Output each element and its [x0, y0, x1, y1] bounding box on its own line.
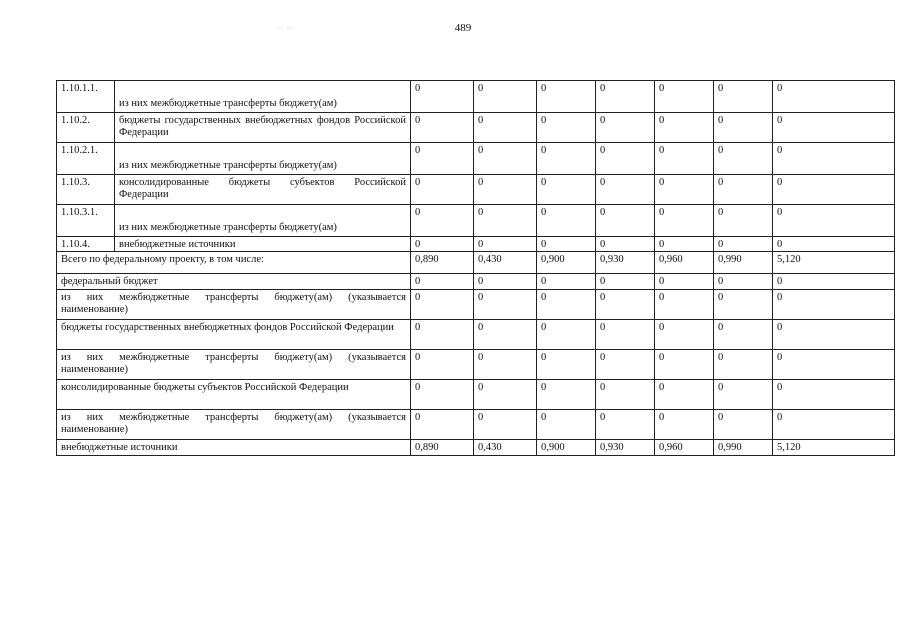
- value-cell: 0: [655, 237, 714, 252]
- value-cell: 0: [411, 81, 474, 113]
- value-cell: 0,430: [474, 440, 537, 456]
- value-cell: 0: [474, 237, 537, 252]
- table-row: [57, 350, 895, 380]
- table-row: [57, 380, 895, 410]
- value-cell: 0: [537, 380, 596, 410]
- value-cell: 0: [474, 274, 537, 290]
- value-cell: 0: [714, 175, 773, 205]
- value-cell: 0: [537, 237, 596, 252]
- value-cell: 0: [655, 113, 714, 143]
- row-name: внебюджетные источники: [57, 440, 411, 456]
- value-cell: 0,930: [596, 440, 655, 456]
- value-cell: 0: [773, 205, 895, 237]
- value-cell: 5,120: [773, 252, 895, 274]
- value-cell: 0: [474, 81, 537, 113]
- table-row: [57, 252, 895, 274]
- value-cell: 0: [714, 290, 773, 320]
- row-code: 1.10.4.: [57, 237, 115, 252]
- value-cell: 0: [714, 237, 773, 252]
- value-cell: 0: [537, 274, 596, 290]
- value-cell: 0: [773, 290, 895, 320]
- page-number: 489: [454, 22, 472, 34]
- value-cell: 0: [714, 205, 773, 237]
- table-row: [57, 81, 895, 113]
- row-code: 1.10.2.1.: [57, 143, 115, 175]
- value-cell: 0: [773, 380, 895, 410]
- row-name: из них межбюджетные трансферты бюджету(ам) (указывается наименование): [57, 290, 411, 320]
- value-cell: 0: [411, 274, 474, 290]
- table-row: [57, 410, 895, 440]
- row-name: из них межбюджетные трансферты бюджету(ам): [115, 143, 411, 175]
- value-cell: 0: [655, 81, 714, 113]
- value-cell: 0: [655, 380, 714, 410]
- scan-mark: ·: ·:·: [278, 26, 295, 32]
- value-cell: 0: [714, 113, 773, 143]
- table-row: [57, 440, 895, 456]
- table-row: [57, 113, 895, 143]
- value-cell: 0: [596, 81, 655, 113]
- value-cell: 0: [537, 143, 596, 175]
- value-cell: 0,930: [596, 252, 655, 274]
- table-row: [57, 175, 895, 205]
- row-code: 1.10.1.1.: [57, 81, 115, 113]
- row-name: внебюджетные источники: [115, 237, 411, 252]
- row-code: 1.10.3.: [57, 175, 115, 205]
- table-row: [57, 320, 895, 350]
- value-cell: 0: [596, 237, 655, 252]
- value-cell: 0: [714, 81, 773, 113]
- value-cell: 0: [411, 143, 474, 175]
- row-name: из них межбюджетные трансферты бюджету(ам) (указывается наименование): [57, 350, 411, 380]
- value-cell: 0: [655, 410, 714, 440]
- value-cell: 0: [474, 143, 537, 175]
- table-row: [57, 274, 895, 290]
- row-name: Всего по федеральному проекту, в том числе:: [57, 252, 411, 274]
- value-cell: 0,960: [655, 440, 714, 456]
- value-cell: 5,120: [773, 440, 895, 456]
- value-cell: 0: [596, 410, 655, 440]
- value-cell: 0: [596, 205, 655, 237]
- value-cell: 0,960: [655, 252, 714, 274]
- value-cell: 0: [537, 290, 596, 320]
- value-cell: 0: [474, 320, 537, 350]
- value-cell: 0: [714, 410, 773, 440]
- row-name: из них межбюджетные трансферты бюджету(ам): [115, 81, 411, 113]
- value-cell: 0,990: [714, 252, 773, 274]
- value-cell: 0: [537, 175, 596, 205]
- value-cell: 0: [474, 380, 537, 410]
- value-cell: 0: [773, 350, 895, 380]
- value-cell: 0: [596, 380, 655, 410]
- value-cell: 0,890: [411, 440, 474, 456]
- value-cell: 0: [411, 175, 474, 205]
- value-cell: 0: [411, 290, 474, 320]
- value-cell: 0: [773, 143, 895, 175]
- row-code: 1.10.2.: [57, 113, 115, 143]
- value-cell: 0,900: [537, 252, 596, 274]
- value-cell: 0: [411, 380, 474, 410]
- value-cell: 0: [655, 320, 714, 350]
- value-cell: 0: [655, 205, 714, 237]
- table-row: [57, 205, 895, 237]
- value-cell: 0,890: [411, 252, 474, 274]
- value-cell: 0: [411, 113, 474, 143]
- value-cell: 0: [537, 113, 596, 143]
- value-cell: 0: [411, 205, 474, 237]
- value-cell: 0: [474, 175, 537, 205]
- value-cell: 0: [773, 410, 895, 440]
- value-cell: 0: [411, 410, 474, 440]
- value-cell: 0: [411, 237, 474, 252]
- value-cell: 0: [773, 237, 895, 252]
- value-cell: 0: [596, 350, 655, 380]
- value-cell: 0: [596, 143, 655, 175]
- table-row: [57, 237, 895, 252]
- value-cell: 0: [714, 350, 773, 380]
- row-name: федеральный бюджет: [57, 274, 411, 290]
- value-cell: 0: [655, 274, 714, 290]
- value-cell: 0: [714, 320, 773, 350]
- value-cell: 0: [596, 320, 655, 350]
- value-cell: 0: [474, 350, 537, 380]
- value-cell: 0: [655, 350, 714, 380]
- row-name: из них межбюджетные трансферты бюджету(ам) (указывается наименование): [57, 410, 411, 440]
- row-name: консолидированные бюджеты субъектов Российской Федерации: [115, 175, 411, 205]
- value-cell: 0: [537, 81, 596, 113]
- value-cell: 0: [596, 274, 655, 290]
- value-cell: 0,900: [537, 440, 596, 456]
- row-code: 1.10.3.1.: [57, 205, 115, 237]
- budget-table: [56, 80, 895, 456]
- value-cell: 0: [714, 274, 773, 290]
- value-cell: 0: [773, 320, 895, 350]
- row-name: консолидированные бюджеты субъектов Российской Федерации: [57, 380, 411, 410]
- value-cell: 0: [714, 143, 773, 175]
- value-cell: 0: [655, 175, 714, 205]
- value-cell: 0: [537, 205, 596, 237]
- value-cell: 0: [773, 274, 895, 290]
- table-row: [57, 143, 895, 175]
- value-cell: 0: [411, 320, 474, 350]
- value-cell: 0,430: [474, 252, 537, 274]
- value-cell: 0: [474, 410, 537, 440]
- value-cell: 0: [773, 175, 895, 205]
- value-cell: 0: [537, 350, 596, 380]
- value-cell: 0: [474, 205, 537, 237]
- value-cell: 0: [773, 81, 895, 113]
- row-name: из них межбюджетные трансферты бюджету(ам): [115, 205, 411, 237]
- value-cell: 0: [537, 320, 596, 350]
- value-cell: 0: [714, 380, 773, 410]
- value-cell: 0: [655, 143, 714, 175]
- row-name: бюджеты государственных внебюджетных фондов Российской Федерации: [115, 113, 411, 143]
- value-cell: 0: [655, 290, 714, 320]
- value-cell: 0: [596, 290, 655, 320]
- value-cell: 0: [596, 113, 655, 143]
- value-cell: 0: [411, 350, 474, 380]
- table-row: [57, 290, 895, 320]
- value-cell: 0: [596, 175, 655, 205]
- row-name: бюджеты государственных внебюджетных фондов Российской Федерации: [57, 320, 411, 350]
- value-cell: 0: [773, 113, 895, 143]
- value-cell: 0: [537, 410, 596, 440]
- value-cell: 0,990: [714, 440, 773, 456]
- value-cell: 0: [474, 113, 537, 143]
- value-cell: 0: [474, 290, 537, 320]
